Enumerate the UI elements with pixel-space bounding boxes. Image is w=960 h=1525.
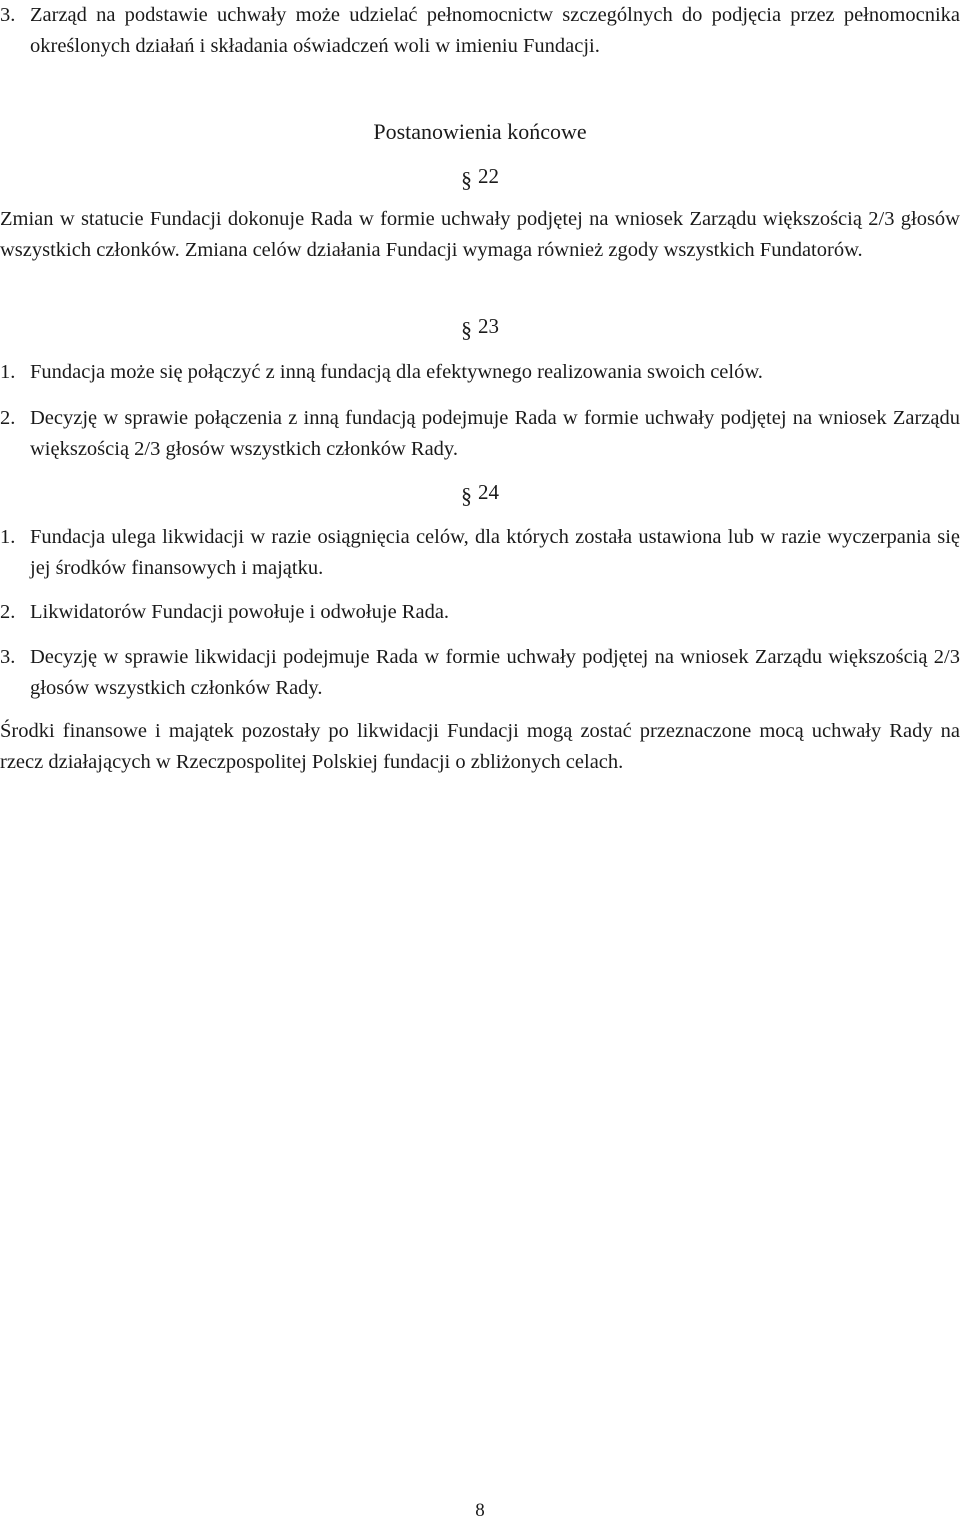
item-number: 2. (0, 407, 16, 429)
page-number: 8 (475, 1500, 485, 1521)
list-item (0, 597, 960, 628)
item-text: Fundacja może się połączyć z inną fundacją dla efektywnego realizowania swoich celów. (30, 361, 763, 383)
paragraph-22-label (0, 160, 960, 192)
item-text: Likwidatorów Fundacji powołuje i odwołuje Rada. (30, 601, 450, 623)
section-symbol: § (461, 483, 472, 508)
item-number: 2. (0, 601, 16, 623)
list-item (0, 403, 960, 465)
item-text: Zarząd na podstawie uchwały może udzielać pełnomocnictw szczególnych do podjęcia przez pełnomocnika określonych działań i składania oświadczeń woli w imieniu Fundacji. (30, 4, 960, 57)
item-text: Decyzję w sprawie likwidacji podejmuje Rada w formie uchwały podjętej na wniosek Zarządu większością 2/3 głosów wszystkich członków Rady. (30, 646, 960, 699)
list-item (0, 357, 960, 388)
section-number: 23 (478, 314, 499, 338)
section-number: 22 (478, 164, 499, 188)
list-item (0, 642, 960, 704)
item-text: Fundacja ulega likwidacji w razie osiągnięcia celów, dla których została ustawiona lub w razie wyczerpania się jej środków finansowych i majątku. (30, 526, 960, 579)
item-number: 3. (0, 4, 16, 26)
section-number: 24 (478, 480, 499, 504)
item-number: 1. (0, 361, 16, 383)
list-item (0, 0, 960, 62)
list-item (0, 522, 960, 584)
item-number: 1. (0, 526, 16, 548)
paragraph-22-text: Zmian w statucie Fundacji dokonuje Rada w formie uchwały podjętej na wniosek Zarządu większością 2/3 głosów wszystkich członków. Zmiana celów działania Fundacji wymaga również zgody wszystkich Fundatorów. (0, 208, 960, 261)
section-heading: Postanowienia końcowe (373, 119, 587, 144)
item-number: 3. (0, 646, 16, 668)
item-text: Decyzję w sprawie połączenia z inną fundacją podejmuje Rada w formie uchwały podjętej na wniosek Zarządu większością 2/3 głosów wszystkich członków Rady. (30, 407, 960, 460)
closing-paragraph: Środki finansowe i majątek pozostały po likwidacji Fundacji mogą zostać przeznaczone mocą uchwały Rady na rzecz działających w Rzeczpospolitej Polskiej fundacji o zbliżonych celach. (0, 720, 960, 773)
paragraph-24-label (0, 476, 960, 508)
section-symbol: § (461, 317, 472, 342)
section-symbol: § (461, 167, 472, 192)
paragraph-23-label (0, 310, 960, 342)
